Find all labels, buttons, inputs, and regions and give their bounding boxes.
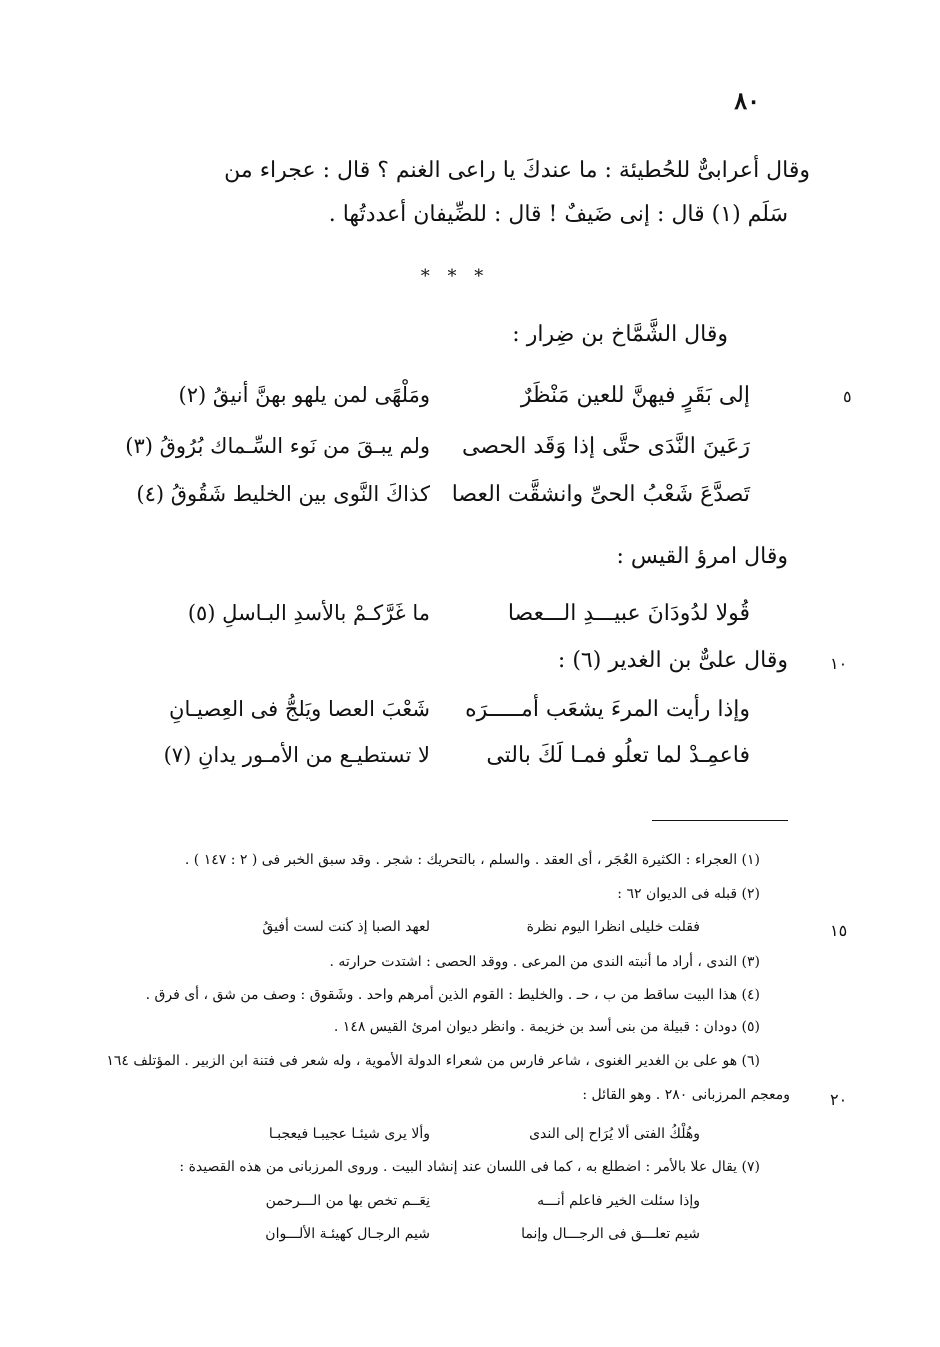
poem1-intro: وقال الشَّمَّاخ بن ضِرار : <box>512 322 728 347</box>
poem1-verse3-hemistich-left: كذاكَ النَّوى بين الخليط شَقُوقُ (٤) <box>136 482 430 506</box>
poem3-verse2-hemistich-left: لا تستطيـع من الأمـور يدانِ (٧) <box>163 743 430 767</box>
footnote-7-verse2-left: شيم الرجـال كهيئـة الألـــوان <box>265 1226 430 1242</box>
poem3-verse1-hemistich-right: وإذا رأيت المرءَ يشعَب أمـــــرَه <box>465 697 750 722</box>
margin-number-10: ١٠ <box>830 654 848 673</box>
section-separator: * * * <box>420 266 490 287</box>
footnote-2: (٢) قبله فى الديوان ٦٢ : <box>617 886 760 902</box>
poem1-verse2-hemistich-right: رَعَينَ النَّدَى حتَّى إذا وَقَد الحصى <box>461 434 750 459</box>
prose-line-1: وقال أعرابىٌّ للحُطيئة : ما عندكَ يا راعى الغنم ؟ قال : عجراء من <box>224 158 810 183</box>
poem2-verse1-hemistich-left: ما غَرَّكـمْ بالأسدِ البـاسلِ (٥) <box>187 601 430 625</box>
margin-number-5: ٥ <box>843 387 852 406</box>
footnote-1: (١) العجراء : الكثيرة العُجَر ، أى العقد . والسلم ، بالتحريك : شجر . وقد سبق الخبر فى ( ٢ : ١٤٧ ) . <box>184 852 760 868</box>
footnote-2-verse-left: لعهد الصبا إذ كنت لست أفيقُ <box>262 919 430 935</box>
footnote-4: (٤) هذا البيت ساقط من ب ، حـ . والخليط : القوم الذين أمرهم واحد . وشَقوق : وصف من شق ، أى فرق . <box>145 987 760 1003</box>
footnote-2-verse-right: فقلت خليلى انظرا اليوم نظرة <box>526 919 700 935</box>
margin-number-20: ٢٠ <box>830 1090 848 1109</box>
poem3-verse2-hemistich-right: فاعمِـدْ لما تعلُو فمـا لَكَ بالتى <box>486 743 750 768</box>
footnote-7-verse1-right: وإذا سئلت الخير فاعلم أنـــه <box>537 1193 700 1209</box>
footnote-6-verse-right: وهُلْكُ الفتى ألا يُرَاح إلى الندى <box>529 1126 700 1142</box>
prose-line-2: سَلَم (١) قال : إنى ضَيفٌ ! قال : للضِّيفان أعددتُها . <box>328 202 788 227</box>
footnote-7-verse2-right: شيم تعلـــق فى الرجـــال وإنما <box>521 1226 700 1242</box>
footnote-6: (٦) هو على بن الغدير الغنوى ، شاعر فارس من شعراء الدولة الأموية ، وله شعر فى فتنة ابن الزبير . المؤتلف ١٦٤ <box>106 1053 760 1069</box>
footnote-5: (٥) دودان : قبيلة من بنى أسد بن خزيمة . وانظر ديوان امرئ القيس ١٤٨ . <box>333 1019 760 1035</box>
poem3-intro: وقال علىٌّ بن الغدير (٦) : <box>557 648 788 673</box>
poem1-verse1-hemistich-left: ومَلْهًى لمن يلهو بهنَّ أنيقُ (٢) <box>178 383 430 407</box>
poem1-verse2-hemistich-left: ولم يبـقَ من نَوء السِّـماك بُرُوقُ (٣) <box>125 434 430 458</box>
poem2-verse1-hemistich-right: قُولا لدُودَانَ عبيـــدِ الـــعصا <box>507 601 750 626</box>
footnote-3: (٣) الندى ، أراد ما أنبته الندى من المرعى . ووقد الحصى : اشتدت حرارته . <box>329 954 760 970</box>
poem2-intro: وقال امرؤ القيس : <box>616 544 788 569</box>
footnote-7-verse1-left: نِعَــم تخص بها من الـــرحمن <box>265 1193 430 1209</box>
footnote-separator-rule <box>652 820 788 821</box>
footnote-6-verse-left: وألا يرى شيئـا عجيبـا فيعجبـا <box>268 1126 430 1142</box>
footnote-7: (٧) يقال علا بالأمر : اضطلع به ، كما فى اللسان عند إنشاد البيت . وروى المرزبانى من هذه القصيدة : <box>179 1159 760 1175</box>
margin-number-15: ١٥ <box>830 921 848 940</box>
poem1-verse1-hemistich-right: إلى بَقَرٍ فيهنَّ للعين مَنْظَرٌ <box>520 383 750 408</box>
page-number: ٨٠ <box>734 86 760 115</box>
poem1-verse3-hemistich-right: تَصدَّعَ شَعْبُ الحىِّ وانشقَّت العصا <box>451 482 750 507</box>
footnote-6-continuation: ومعجم المرزبانى ٢٨٠ . وهو القائل : <box>582 1087 790 1103</box>
poem3-verse1-hemistich-left: شَعْبَ العصا ويَلجُّ فى العِصيـانِ <box>169 697 430 721</box>
